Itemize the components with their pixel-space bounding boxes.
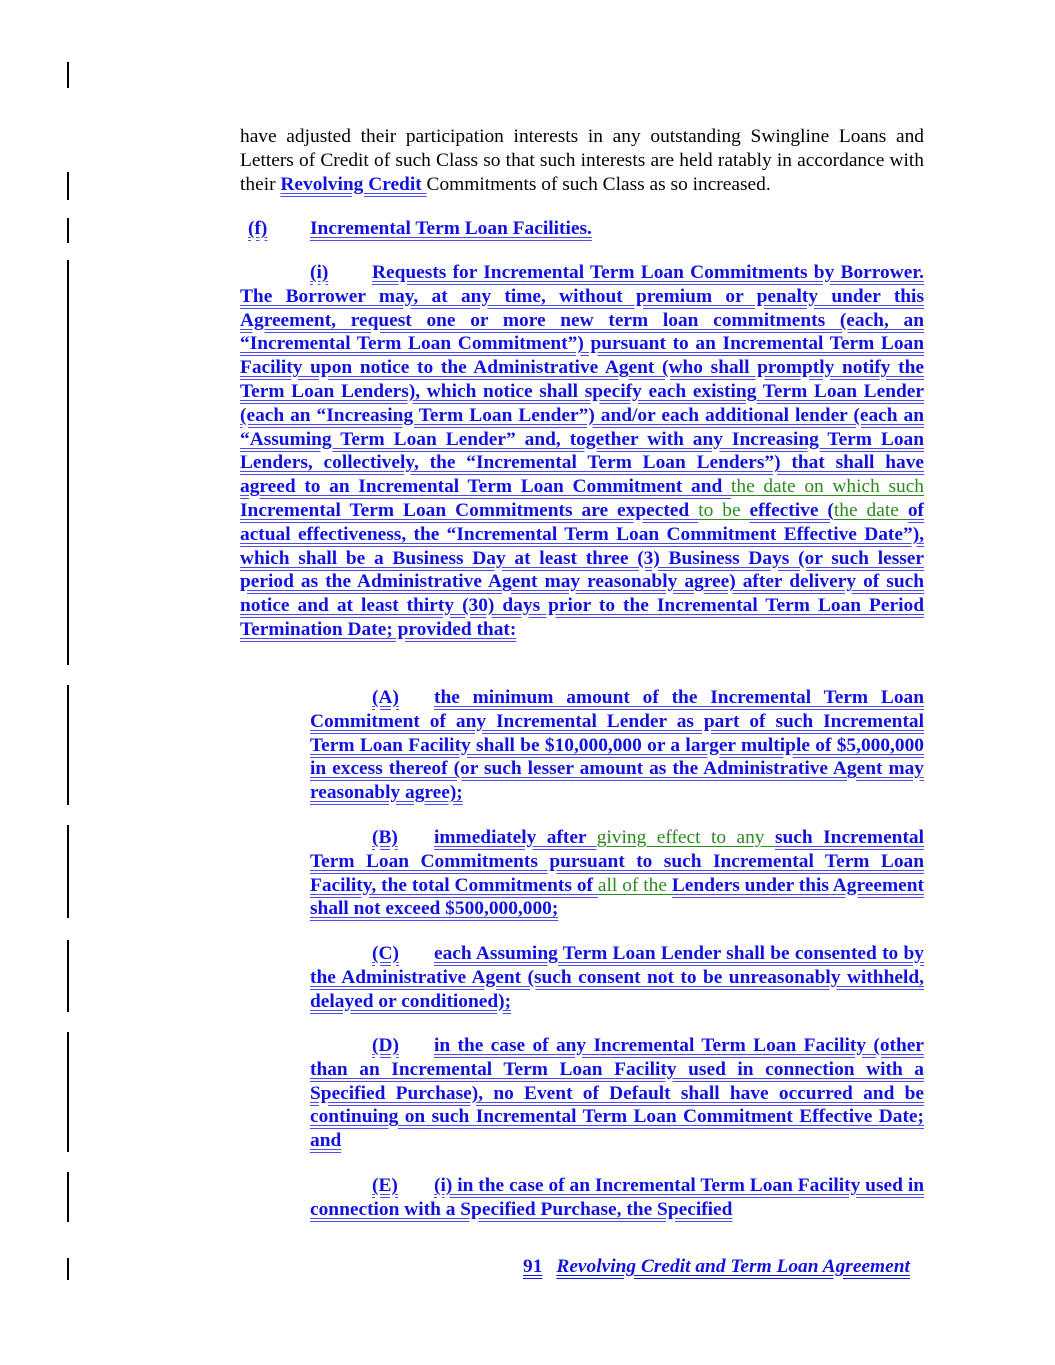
section-label: (i): [310, 262, 329, 283]
change-bar: [67, 685, 69, 805]
body-text: have adjusted their participation interests in any outstanding Swingline Loans and Letters of Credit of such Class so that such interests are held ratably in accordance with their: [240, 126, 924, 195]
moved-text: all of the: [597, 874, 672, 896]
document-title: Revolving Credit and Term Loan Agreement: [556, 1256, 910, 1277]
page-footer: [523, 1256, 910, 1278]
paragraph-B: [310, 826, 924, 921]
change-bar: [67, 1258, 69, 1280]
change-bar: [67, 172, 69, 200]
change-bar: [67, 1172, 69, 1222]
section-label: (f): [248, 218, 268, 239]
inserted-text: such Incremental Term Loan Commitments pursuant to such Incremental Term Loan Facility, the total Commitments of: [310, 827, 924, 896]
inserted-text: Incremental Term Loan Commitments are expected: [240, 499, 699, 521]
page-number: 91: [523, 1256, 543, 1277]
change-bar: [67, 260, 69, 665]
inserted-text: (i) in the case of an Incremental Term Loan Facility used in connection with a Specified Purchase, the Specified: [310, 1175, 924, 1220]
paragraph-C: [310, 942, 924, 1013]
inserted-text: the minimum amount of the Incremental Term Loan Commitment of any Incremental Lender as part of such Incremental Term Loan Facility shall be $10,000,000 or a larger multiple of $5,000,000 in excess thereof (or such lesser amount as the Administrative Agent may reasonably agree);: [310, 687, 924, 804]
change-bar: [67, 940, 69, 1012]
moved-text: the date: [833, 499, 908, 521]
change-bar: [67, 825, 69, 918]
section-label: (C): [372, 943, 399, 964]
paragraph-A: [310, 686, 924, 805]
inserted-text: Incremental Term Loan Facilities.: [310, 218, 592, 239]
inserted-text: in the case of any Incremental Term Loan Facility (other than an Incremental Term Loan Facility used in connection with a Specified Purchase), no Event of Default shall have occurred and be continuing on such Incremental Term Loan Commitment Effective Date; and: [310, 1035, 924, 1152]
paragraph-heading-f: [240, 217, 924, 241]
section-label: (D): [372, 1035, 399, 1056]
section-label: (E): [372, 1175, 398, 1196]
moved-text: to be: [698, 499, 750, 521]
change-bar: [67, 1032, 69, 1152]
inserted-text: Lenders under this Agreement shall not exceed $500,000,000;: [310, 874, 924, 920]
paragraph-E: [310, 1174, 924, 1222]
inserted-text: Revolving Credit: [280, 173, 427, 195]
inserted-text: of actual effectiveness, the “Incremental Term Loan Commitment Effective Date”), which shall be a Business Day at least three (3) Business Days (or such lesser period as the Administrative Agent may reasonably agree) after delivery of such notice and at least thirty (30) days prior to the Incremental Term Loan Period Termination Date; provided that:: [240, 499, 924, 640]
moved-text: the date on which such: [730, 476, 925, 498]
inserted-text: effective (: [749, 499, 834, 521]
inserted-text: Requests for Incremental Term Loan Commitments by Borrower. The Borrower may, at any time, without premium or penalty under this Agreement, request one or more new term loan commitments (each, an “Incremental Term Loan Commitment”) pursuant to an Incremental Term Loan Facility upon notice to the Administrative Agent (who shall promptly notify the Term Loan Lenders), which notice shall specify each existing Term Loan Lender (each an “Increasing Term Loan Lender”) and/or each additional lender (each an “Assuming Term Loan Lender” and, together with any Increasing Term Loan Lenders, collectively, the “Incremental Term Loan Lenders”) that shall have agreed to an Incremental Term Loan Commitment and: [240, 262, 924, 498]
body-text: Commitments of such Class as so increased.: [426, 173, 771, 195]
inserted-text: immediately after: [434, 827, 597, 848]
section-label: (A): [372, 687, 399, 708]
paragraph-swingline: [240, 125, 924, 196]
moved-text: giving effect to any: [596, 827, 775, 848]
change-bar: [67, 62, 69, 88]
inserted-text: each Assuming Term Loan Lender shall be consented to by the Administrative Agent (such consent not to be unreasonably withheld, delayed or conditioned);: [310, 943, 924, 1012]
change-bar: [67, 218, 69, 243]
paragraph-D: [310, 1034, 924, 1153]
section-label: (B): [372, 827, 398, 848]
paragraph-i: [240, 261, 924, 642]
